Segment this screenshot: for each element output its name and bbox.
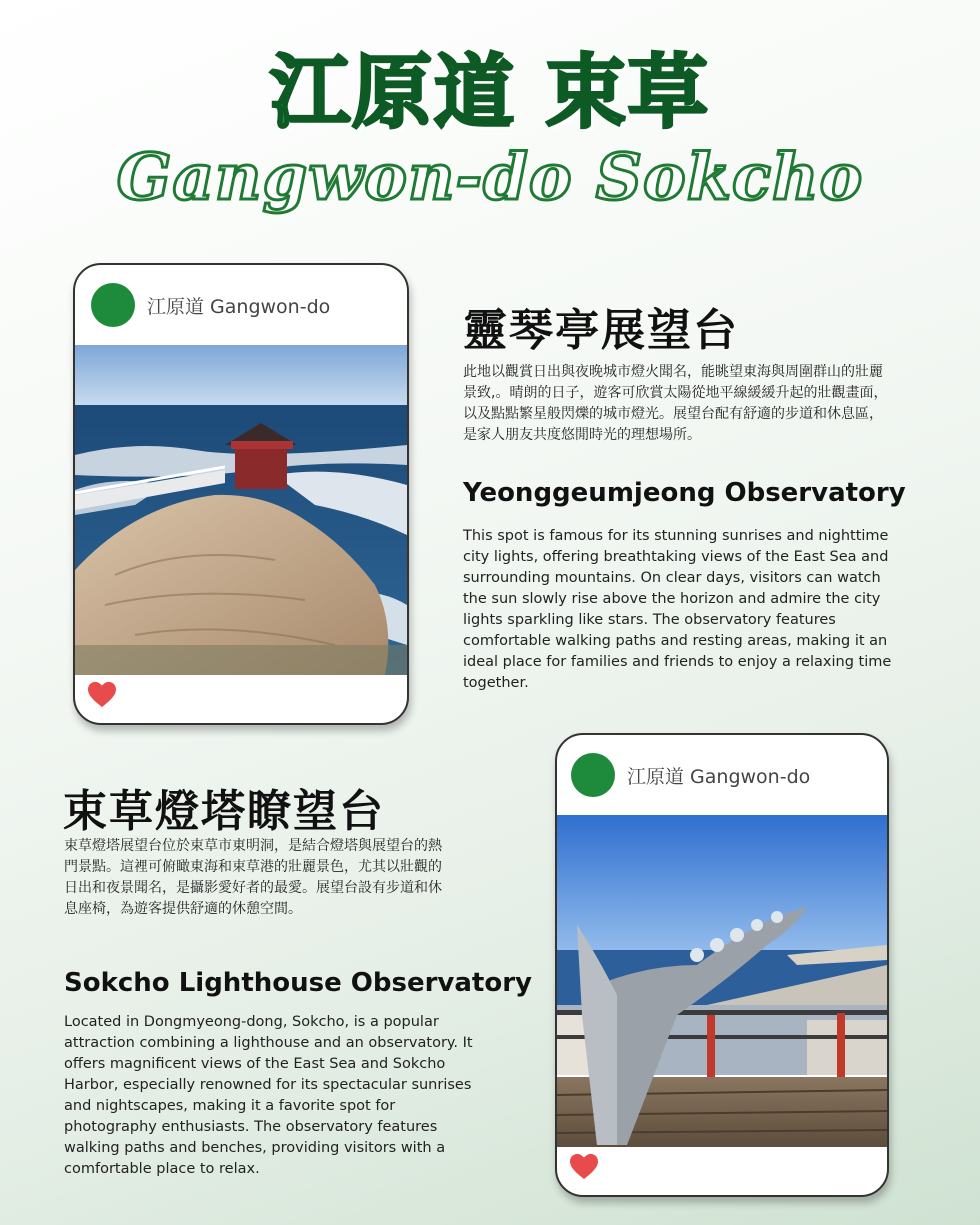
heart-like-icon[interactable] — [87, 681, 117, 709]
page-title-english: Gangwon-do Sokcho — [116, 140, 864, 215]
observatory-sculpture-image — [557, 815, 887, 1147]
page-title-chinese: 江原道 束草 — [270, 46, 710, 139]
sokcho-lighthouse-photo — [557, 815, 887, 1147]
section2-body-english: Located in Dongmyeong-dong, Sokcho, is a popular attraction combining a lighthouse and an observatory. It offers magnificent views of the East Sea and Sokcho Harbor, especially renowned for its spectacular sunrises and nightscapes, making it a favorite spot for photography enthusiasts. The observatory features walking paths and benches, providing visitors with a comfortable place to relax. — [64, 1014, 473, 1177]
profile-avatar — [91, 283, 135, 327]
section1-body-english: This spot is famous for its stunning sunrises and nighttime city lights, offering breathtaking views of the East Sea and surrounding mountains. On clear days, visitors can watch the sun slowly rise above the horizon and admire the city lights sparkling like stars. The observatory features comfortable walking paths and resting areas, making it an ideal place for families and friends to enjoy a relaxing time together. — [463, 528, 892, 691]
section1-title-chinese: 靈琴亭展望台 — [463, 305, 739, 356]
card-header — [75, 265, 407, 345]
section1-title-english: Yeonggeumjeong Observatory — [463, 478, 906, 508]
card-region-label: 江原道 Gangwon-do — [147, 295, 331, 318]
section1-body-chinese: 此地以觀賞日出與夜晚城市燈火聞名，能眺望東海與周圍群山的壯麗景致,。晴朗的日子，遊客可欣賞太陽從地平線緩緩升起的壯觀畫面，以及點點繁星般閃爍的城市燈光。展望台配有舒適的步道和休息區，是家人朋友共度悠閒時光的理想場所。 — [463, 364, 888, 443]
yeonggeumjeong-photo — [75, 345, 407, 675]
coastal-pavilion-image — [75, 345, 407, 675]
profile-avatar — [571, 753, 615, 797]
section2-body-chinese: 束草燈塔展望台位於束草市東明洞，是結合燈塔與展望台的熱門景點。這裡可俯瞰東海和束草港的壯麗景色，尤其以壯觀的日出和夜景聞名，是攝影愛好者的最愛。展望台設有步道和休息座椅，為遊客提供舒適的休憩空間。 — [64, 838, 442, 917]
post-card-yeonggeumjeong — [73, 263, 409, 725]
card-region-label: 江原道 Gangwon-do — [627, 765, 811, 788]
heart-like-icon[interactable] — [569, 1153, 599, 1181]
section2-title-chinese: 束草燈塔瞭望台 — [63, 786, 385, 837]
section2-title-english: Sokcho Lighthouse Observatory — [64, 968, 532, 998]
post-card-sokcho-lighthouse — [555, 733, 889, 1197]
card-header — [557, 735, 887, 815]
